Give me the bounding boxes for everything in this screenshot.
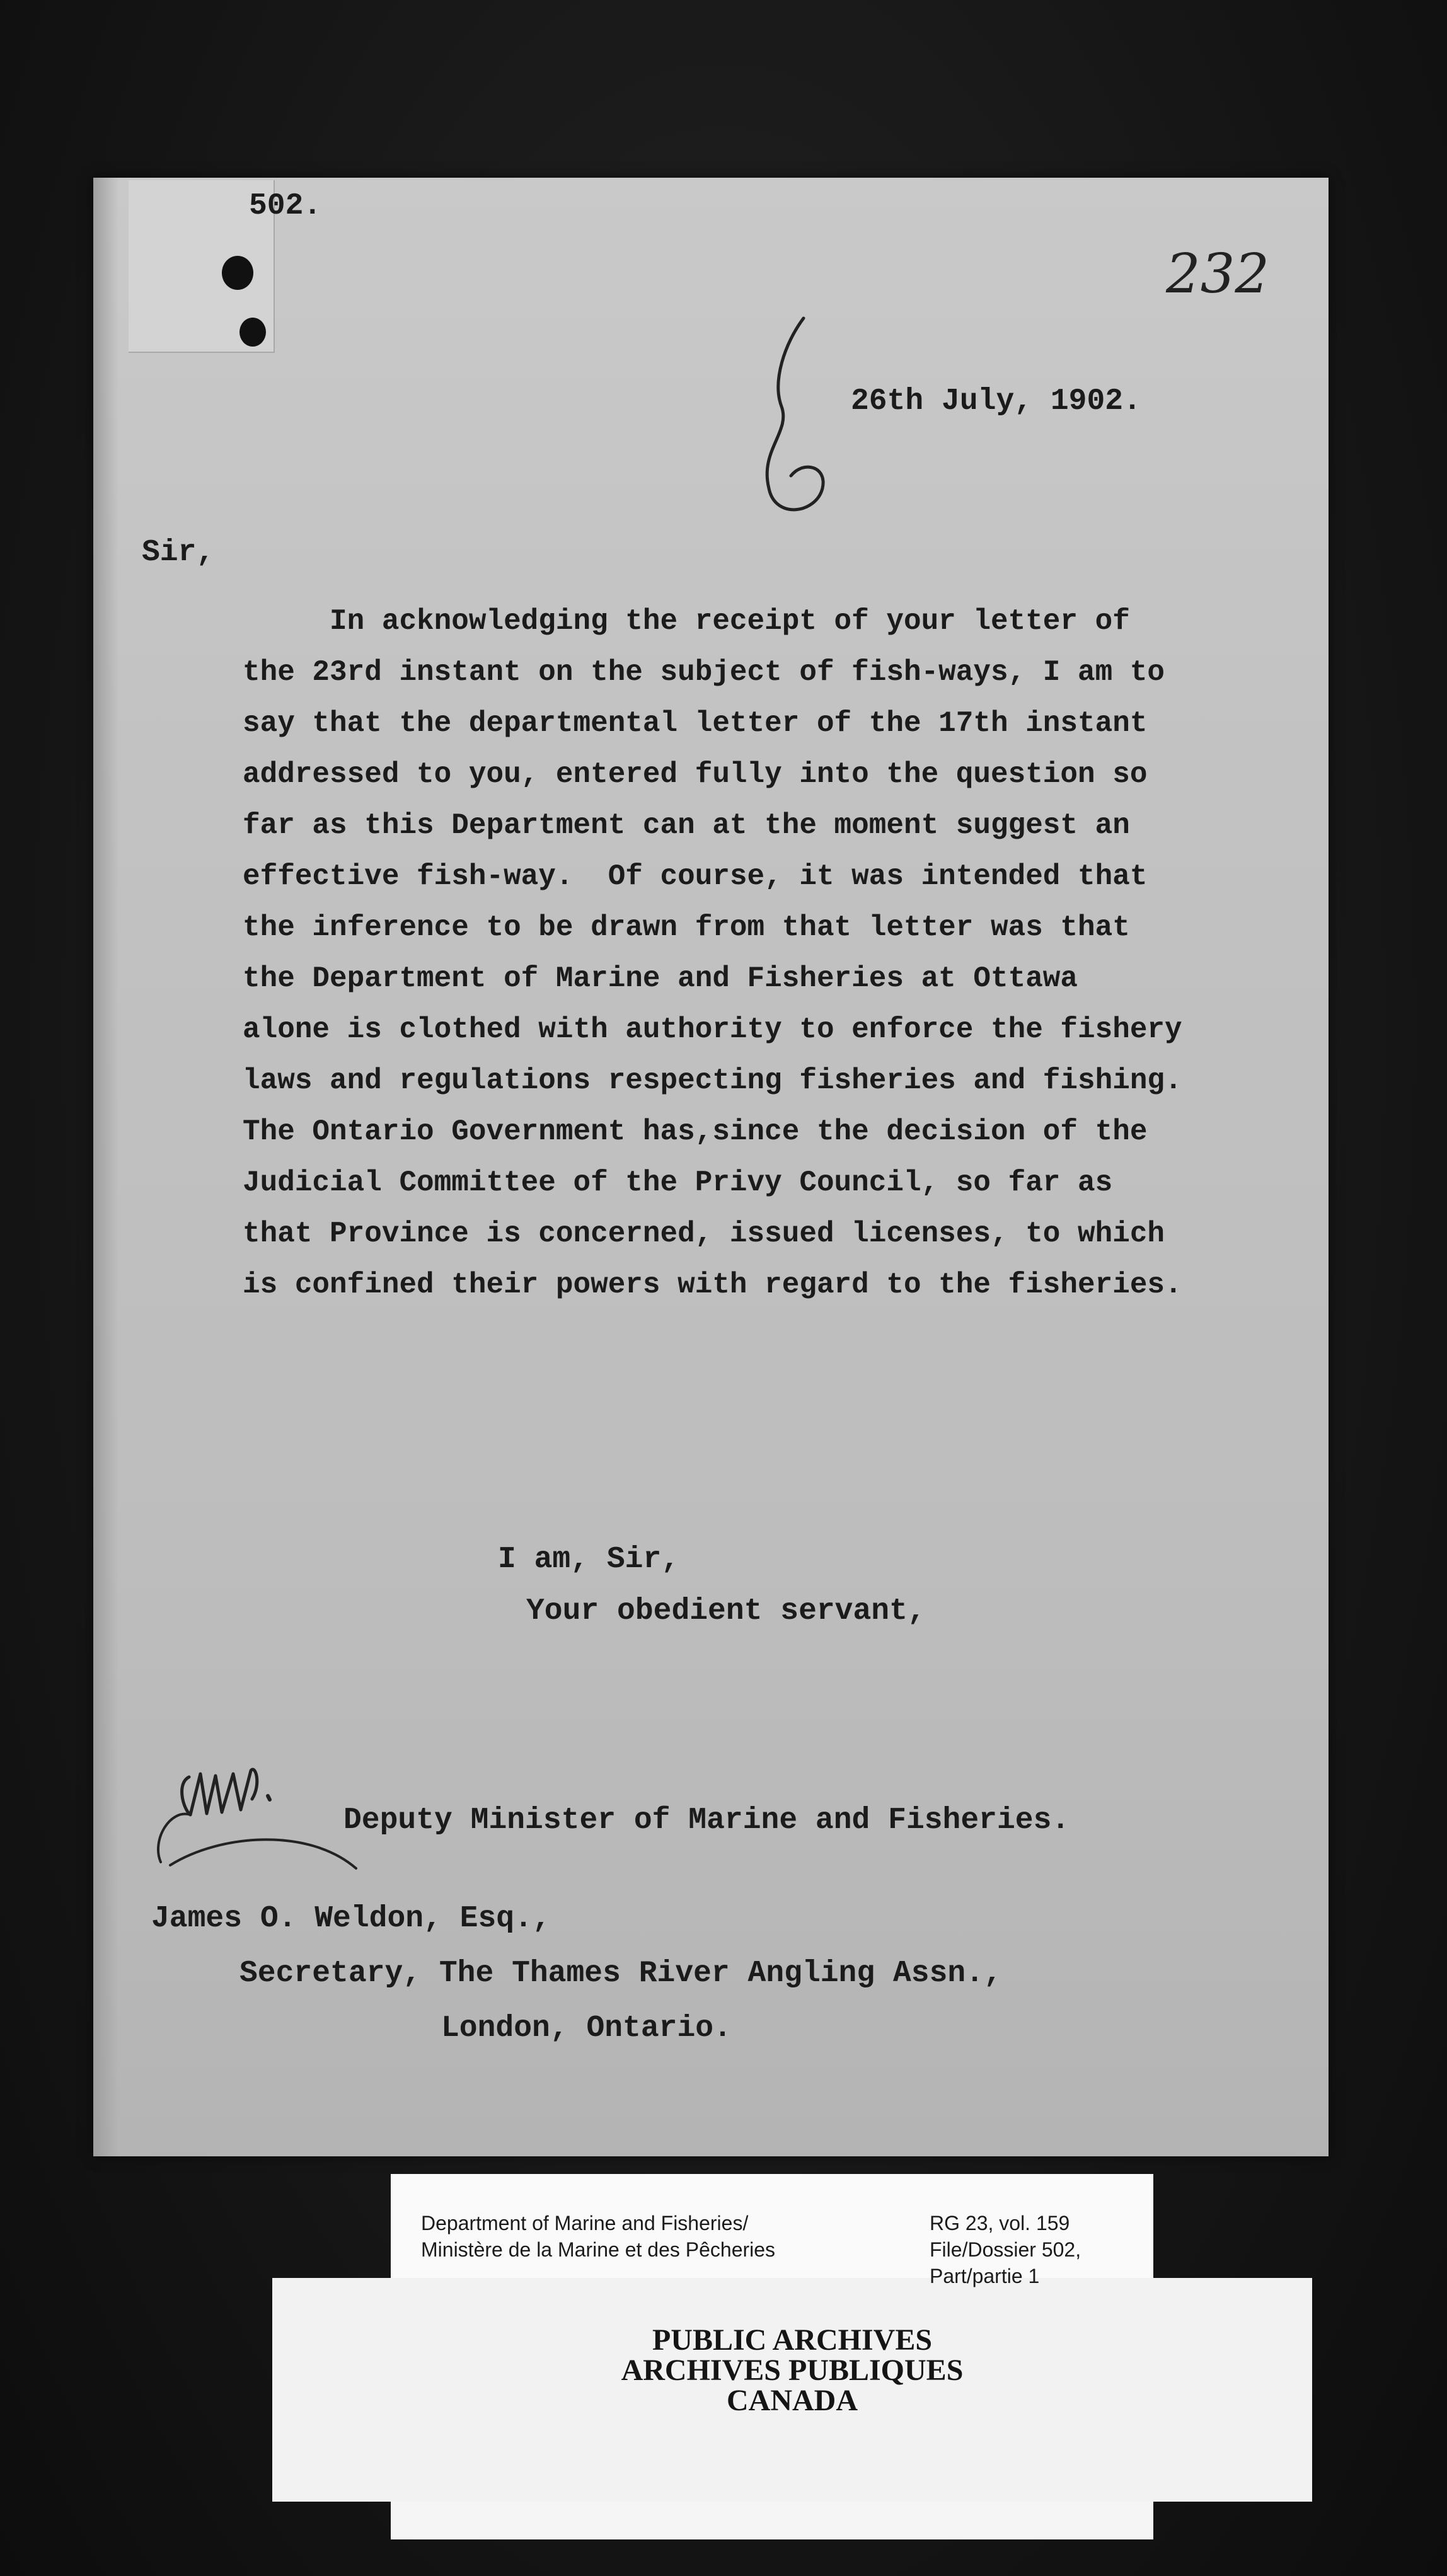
- letter-date: 26th July, 1902.: [851, 384, 1141, 418]
- archive-label-strip: [391, 2502, 1153, 2539]
- body-line: laws and regulations respecting fisheries and fishing.: [243, 1064, 1182, 1097]
- punch-hole: [239, 318, 266, 347]
- body-line: addressed to you, entered fully into the question so: [243, 758, 1148, 791]
- recipient-location: London, Ontario.: [441, 2011, 732, 2045]
- body-line: Judicial Committee of the Privy Council, so far as: [243, 1166, 1113, 1199]
- salutation: Sir,: [142, 536, 215, 570]
- recipient-name: James O. Weldon, Esq.,: [151, 1902, 551, 1936]
- body-line: the inference to be drawn from that letter was that: [243, 911, 1130, 944]
- body-line: say that the departmental letter of the 17th instant: [243, 707, 1148, 740]
- closing-line: I am, Sir,: [498, 1543, 680, 1577]
- handwritten-mark-icon: [747, 306, 841, 558]
- closing-line: Your obedient servant,: [526, 1594, 926, 1628]
- archive-title-fr: ARCHIVES PUBLIQUES: [621, 2354, 964, 2387]
- body-line: far as this Department can at the moment suggest an: [243, 809, 1130, 842]
- page-edge-shadow: [93, 178, 118, 2156]
- body-line: In acknowledging the receipt of your letter of: [243, 605, 1130, 638]
- recipient-position: Secretary, The Thames River Angling Assn.,: [239, 1957, 1002, 1991]
- archive-title-country: CANADA: [727, 2384, 858, 2417]
- body-line: alone is clothed with authority to enforce the fishery: [243, 1013, 1182, 1046]
- punch-hole: [222, 256, 253, 290]
- archive-title-en: PUBLIC ARCHIVES: [652, 2323, 933, 2357]
- letter-body: [243, 605, 1283, 1320]
- label-record-group: RG 23, vol. 159: [930, 2212, 1070, 2234]
- handwritten-page-number: 232: [1166, 243, 1270, 306]
- signature-title: Deputy Minister of Marine and Fisheries.: [343, 1803, 1070, 1837]
- body-line: is confined their powers with regard to the fisheries.: [243, 1268, 1182, 1301]
- body-line: that Province is concerned, issued licenses, to which: [243, 1217, 1165, 1250]
- handwritten-initials-icon: [145, 1739, 372, 1890]
- body-line: the 23rd instant on the subject of fish-ways, I am to: [243, 656, 1165, 689]
- label-department-en: Department of Marine and Fisheries/: [421, 2212, 749, 2234]
- body-line: The Ontario Government has,since the decision of the: [243, 1115, 1148, 1148]
- body-line: effective fish-way. Of course, it was intended that: [243, 860, 1148, 893]
- label-file: File/Dossier 502,: [930, 2238, 1081, 2261]
- body-line: the Department of Marine and Fisheries at Ottawa: [243, 962, 1078, 995]
- file-number: 502.: [249, 189, 322, 223]
- label-department-fr: Ministère de la Marine et des Pêcheries: [421, 2238, 776, 2261]
- label-part: Part/partie 1: [930, 2265, 1040, 2287]
